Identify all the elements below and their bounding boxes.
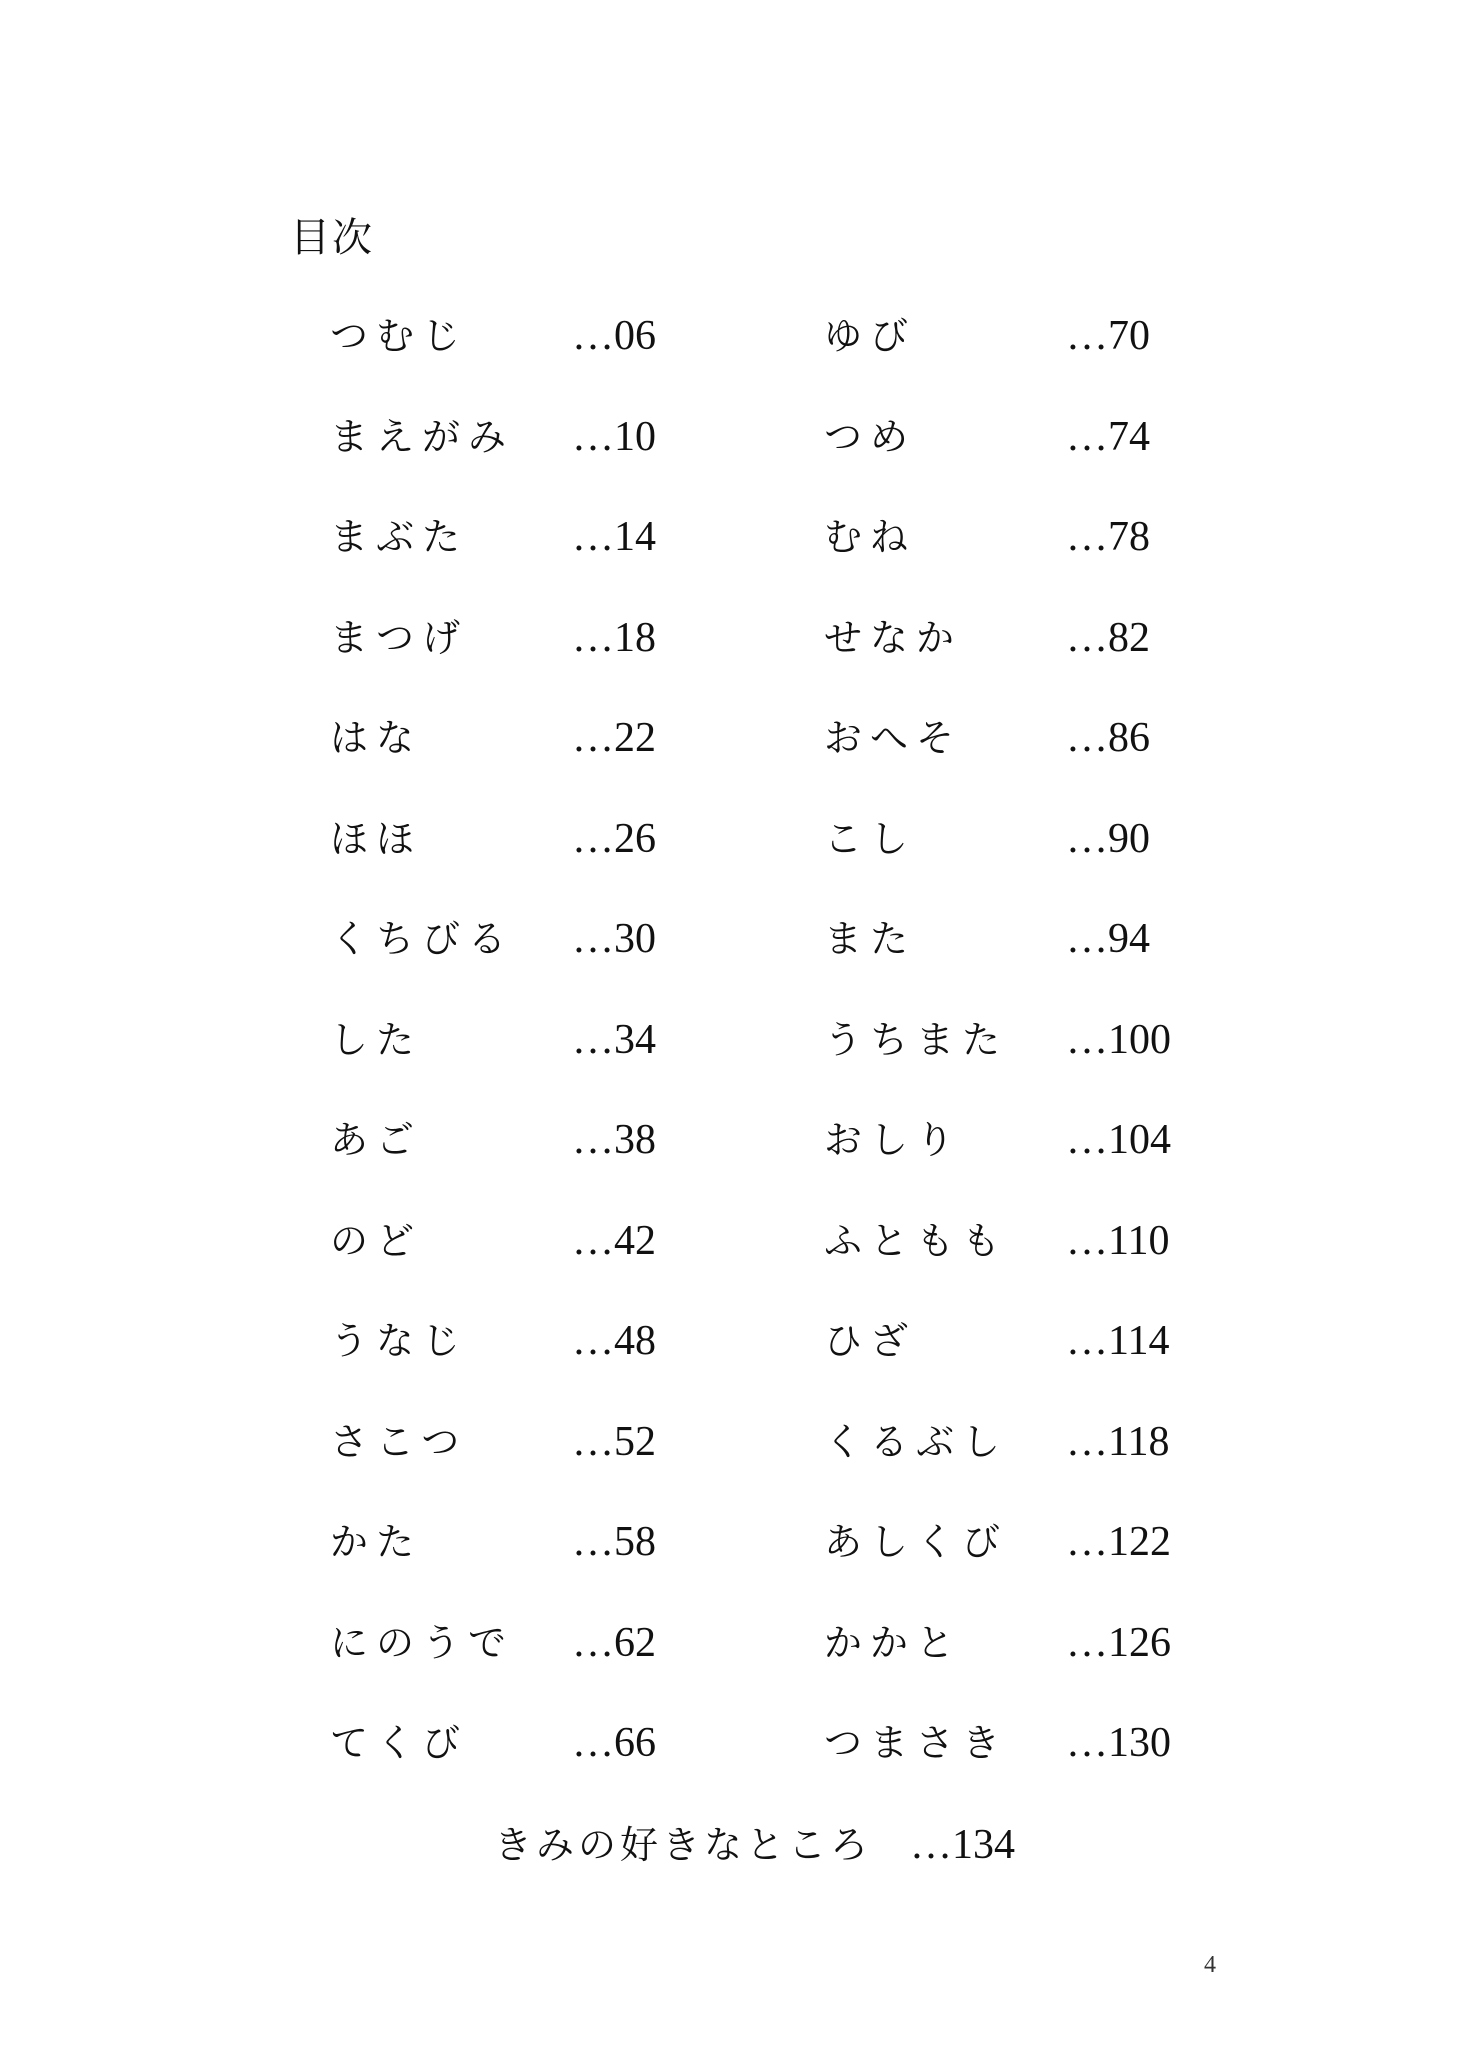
toc-entry-page: …74	[1066, 413, 1150, 460]
toc-entry-label: てくび	[330, 1721, 469, 1765]
toc-entry-label: くるぶし	[824, 1419, 1009, 1464]
toc-entry-page: …122	[1066, 1519, 1171, 1565]
toc-entry	[330, 809, 890, 910]
toc-entry-label: かかと	[824, 1620, 963, 1665]
toc-entry-label: にのうで	[330, 1620, 515, 1665]
toc-entry-page: …48	[572, 1318, 656, 1364]
toc-entry	[330, 507, 890, 608]
toc-entry	[824, 1211, 1384, 1312]
toc-entry-label: さこつ	[330, 1419, 468, 1464]
toc-entry-label: あご	[330, 1118, 423, 1162]
toc-entry-label: まぶた	[330, 515, 469, 559]
toc-entry	[824, 407, 1384, 508]
toc-entry-page: …78	[1066, 514, 1150, 560]
toc-entry-page: …94	[1066, 916, 1150, 962]
toc-final-page: …134	[910, 1822, 1016, 1868]
toc-entry	[824, 1412, 1384, 1513]
toc-entry-label: あしくび	[824, 1520, 1009, 1564]
toc-entry-page: …118	[1066, 1418, 1170, 1465]
toc-entry-label: つめ	[824, 414, 917, 459]
toc-entry	[824, 809, 1384, 910]
toc-entry	[824, 1713, 1384, 1814]
toc-right-column	[824, 306, 1384, 1814]
toc-entry-label: かた	[330, 1520, 423, 1564]
toc-entry-page: …42	[572, 1217, 656, 1264]
toc-entry-page: …06	[572, 313, 656, 359]
toc-entry	[824, 608, 1384, 709]
toc-entry-page: …10	[572, 413, 656, 460]
toc-entry-label: また	[824, 917, 917, 961]
toc-entry-label: おしり	[824, 1118, 963, 1162]
toc-entry-label: こし	[824, 816, 917, 861]
toc-entry	[824, 909, 1384, 1010]
toc-entry-page: …86	[1066, 715, 1150, 761]
toc-entry-label: うちまた	[824, 1017, 1009, 1062]
toc-entry-page: …130	[1066, 1720, 1171, 1766]
toc-entry-label: まえがみ	[330, 414, 515, 459]
toc-entry-page: …90	[1066, 815, 1150, 862]
toc-entry-page: …30	[572, 916, 656, 962]
toc-entry-label: ほほ	[330, 816, 423, 861]
toc-entry-label: つむじ	[330, 314, 469, 358]
toc-entry-label: ゆび	[824, 314, 917, 358]
toc-entry-page: …82	[1066, 614, 1150, 661]
toc-entry	[330, 909, 890, 1010]
toc-entry-page: …110	[1066, 1217, 1170, 1264]
toc-entry-label: せなか	[824, 615, 963, 660]
toc-entry-page: …62	[572, 1619, 656, 1666]
toc-entry-page: …52	[572, 1418, 656, 1465]
toc-entry-label: した	[330, 1017, 423, 1062]
toc-entry	[824, 306, 1384, 407]
toc-entry-label: うなじ	[330, 1319, 469, 1363]
toc-entry	[330, 1613, 890, 1714]
toc-entry	[824, 1512, 1384, 1613]
toc-entry-page: …66	[572, 1720, 656, 1766]
toc-entry	[824, 507, 1384, 608]
toc-entry	[824, 1110, 1384, 1211]
toc-entry-label: むね	[824, 515, 917, 559]
toc-entry	[330, 608, 890, 709]
toc-entry-page: …104	[1066, 1117, 1171, 1163]
toc-entry	[824, 1311, 1384, 1412]
toc-entry	[330, 1211, 890, 1312]
toc-entry-page: …38	[572, 1117, 656, 1163]
toc-entry	[330, 1110, 890, 1211]
toc-entry-page: …70	[1066, 313, 1150, 359]
page-number: 4	[1204, 1952, 1216, 1978]
toc-final-entry	[494, 1815, 1015, 1875]
toc-entry	[330, 306, 890, 407]
toc-entry	[330, 1713, 890, 1814]
toc-entry	[824, 1613, 1384, 1714]
toc-entry-label: まつげ	[330, 615, 469, 660]
toc-entry	[330, 1512, 890, 1613]
toc-entry-page: …114	[1066, 1318, 1170, 1364]
toc-entry	[330, 1412, 890, 1513]
toc-entry-label: のど	[330, 1218, 423, 1263]
toc-entry-page: …22	[572, 715, 656, 761]
toc-entry-page: …18	[572, 614, 656, 661]
toc-entry	[330, 708, 890, 809]
toc-entry-label: つまさき	[824, 1721, 1009, 1765]
toc-entry-page: …100	[1066, 1016, 1171, 1063]
toc-final-label: きみの好きなところ	[494, 1823, 873, 1867]
toc-entry-page: …58	[572, 1519, 656, 1565]
toc-entry-label: おへそ	[824, 716, 963, 760]
toc-entry-page: …34	[572, 1016, 656, 1063]
toc-entry-page: …26	[572, 815, 656, 862]
toc-entry-label: はな	[330, 716, 423, 760]
page-title: 目次	[290, 215, 374, 261]
toc-left-column	[330, 306, 890, 1814]
toc-entry	[330, 1010, 890, 1111]
toc-entry-label: くちびる	[330, 917, 515, 961]
toc-entry-page: …14	[572, 514, 656, 560]
toc-entry-label: ふともも	[824, 1218, 1009, 1263]
toc-entry	[824, 708, 1384, 809]
toc-entry	[330, 407, 890, 508]
toc-entry	[824, 1010, 1384, 1111]
toc-entry	[330, 1311, 890, 1412]
toc-entry-page: …126	[1066, 1619, 1171, 1666]
toc-entry-label: ひざ	[824, 1319, 917, 1363]
